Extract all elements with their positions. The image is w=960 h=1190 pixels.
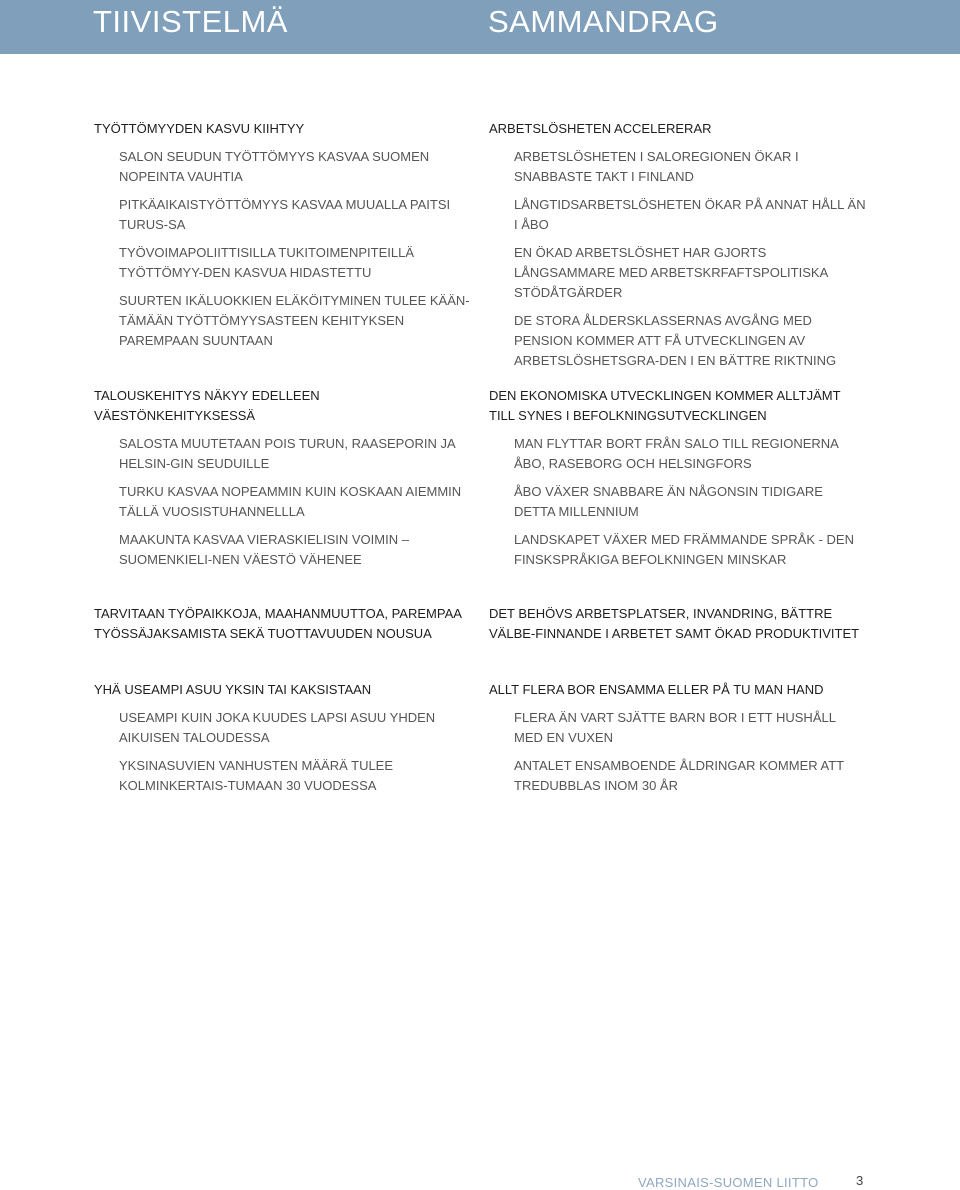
section-item: SALOSTA MUUTETAAN POIS TURUN, RAASEPORIN JA HELSIN-GIN SEUDUILLE: [119, 436, 455, 471]
section-item: LÅNGTIDSARBETSLÖSHETEN ÖKAR PÅ ANNAT HÅLL ÄN I ÅBO: [514, 197, 866, 232]
section-item: MAAKUNTA KASVAA VIERASKIELISIN VOIMIN – SUOMENKIELI-NEN VÄESTÖ VÄHENEE: [119, 532, 409, 567]
page-title-sv: SAMMANDRAG: [488, 4, 719, 39]
page-number: 3: [856, 1173, 864, 1188]
section-fi: [94, 680, 474, 804]
section-heading: DET BEHÖVS ARBETSPLATSER, INVANDRING, BÄTTRE VÄLBE-FINNANDE I ARBETET SAMT ÖKAD PRODUKTIVITET: [489, 606, 860, 641]
section-fi: [94, 386, 474, 578]
section-item: EN ÖKAD ARBETSLÖSHET HAR GJORTS LÅNGSAMMARE MED ARBETSKRFAFTSPOLITISKA STÖDÅTGÄRDER: [514, 245, 828, 300]
section-heading: ALLT FLERA BOR ENSAMMA ELLER PÅ TU MAN HAND: [489, 682, 824, 697]
section-heading: YHÄ USEAMPI ASUU YKSIN TAI KAKSISTAAN: [94, 682, 372, 697]
section-heading: TARVITAAN TYÖPAIKKOJA, MAAHANMUUTTOA, PAREMPAA TYÖSSÄJAKSAMISTA SEKÄ TUOTTAVUUDEN NOUSUA: [94, 606, 462, 641]
section-item: ARBETSLÖSHETEN I SALOREGIONEN ÖKAR I SNABBASTE TAKT I FINLAND: [514, 149, 799, 184]
section-item: TURKU KASVAA NOPEAMMIN KUIN KOSKAAN AIEMMIN TÄLLÄ VUOSISTUHANNELLLA: [119, 484, 462, 519]
section-item: USEAMPI KUIN JOKA KUUDES LAPSI ASUU YHDEN AIKUISEN TALOUDESSA: [119, 710, 436, 745]
section-item: MAN FLYTTAR BORT FRÅN SALO TILL REGIONERNA ÅBO, RASEBORG OCH HELSINGFORS: [514, 436, 839, 471]
section-fi: [94, 119, 474, 359]
section-item: PITKÄAIKAISTYÖTTÖMYYS KASVAA MUUALLA PAITSI TURUS-SA: [119, 197, 451, 232]
footer-organization: VARSINAIS-SUOMEN LIITTO: [638, 1175, 819, 1190]
page-title-fi: TIIVISTELMÄ: [93, 4, 288, 39]
section-item: ANTALET ENSAMBOENDE ÅLDRINGAR KOMMER ATT TREDUBBLAS INOM 30 ÅR: [514, 758, 844, 793]
section-heading: TYÖTTÖMYYDEN KASVU KIIHTYY: [94, 121, 305, 136]
section-heading: ARBETSLÖSHETEN ACCELERERAR: [489, 121, 712, 136]
section-item: ÅBO VÄXER SNABBARE ÄN NÅGONSIN TIDIGARE DETTA MILLENNIUM: [514, 484, 823, 519]
section-item: SALON SEUDUN TYÖTTÖMYYS KASVAA SUOMEN NOPEINTA VAUHTIA: [119, 149, 430, 184]
section-heading: DEN EKONOMISKA UTVECKLINGEN KOMMER ALLTJÄMT TILL SYNES I BEFOLKNINGSUTVECKLINGEN: [489, 388, 841, 423]
section-sv: [489, 680, 869, 804]
section-fi: [94, 604, 474, 652]
section-sv: [489, 386, 869, 578]
section-sv: [489, 119, 869, 379]
section-item: TYÖVOIMAPOLIITTISILLA TUKITOIMENPITEILLÄ TYÖTTÖMYY-DEN KASVUA HIDASTETTU: [119, 245, 414, 280]
section-item: FLERA ÄN VART SJÄTTE BARN BOR I ETT HUSHÅLL MED EN VUXEN: [514, 710, 836, 745]
section-item: SUURTEN IKÄLUOKKIEN ELÄKÖITYMINEN TULEE KÄÄN-TÄMÄÄN TYÖTTÖMYYSASTEEN KEHITYKSEN PAREMPAAN SUUNTAAN: [119, 293, 470, 348]
section-item: YKSINASUVIEN VANHUSTEN MÄÄRÄ TULEE KOLMINKERTAIS-TUMAAN 30 VUODESSA: [119, 758, 394, 793]
section-heading: TALOUSKEHITYS NÄKYY EDELLEEN VÄESTÖNKEHITYKSESSÄ: [94, 388, 320, 423]
header-banner: [0, 0, 960, 54]
section-sv: [489, 604, 869, 652]
section-item: DE STORA ÅLDERSKLASSERNAS AVGÅNG MED PENSION KOMMER ATT FÅ UTVECKLINGEN AV ARBETSLÖSHETSGRA-DEN I EN BÄTTRE RIKTNING: [514, 313, 837, 368]
section-item: LANDSKAPET VÄXER MED FRÄMMANDE SPRÅK - DEN FINSKSPRÅKIGA BEFOLKNINGEN MINSKAR: [514, 532, 854, 567]
